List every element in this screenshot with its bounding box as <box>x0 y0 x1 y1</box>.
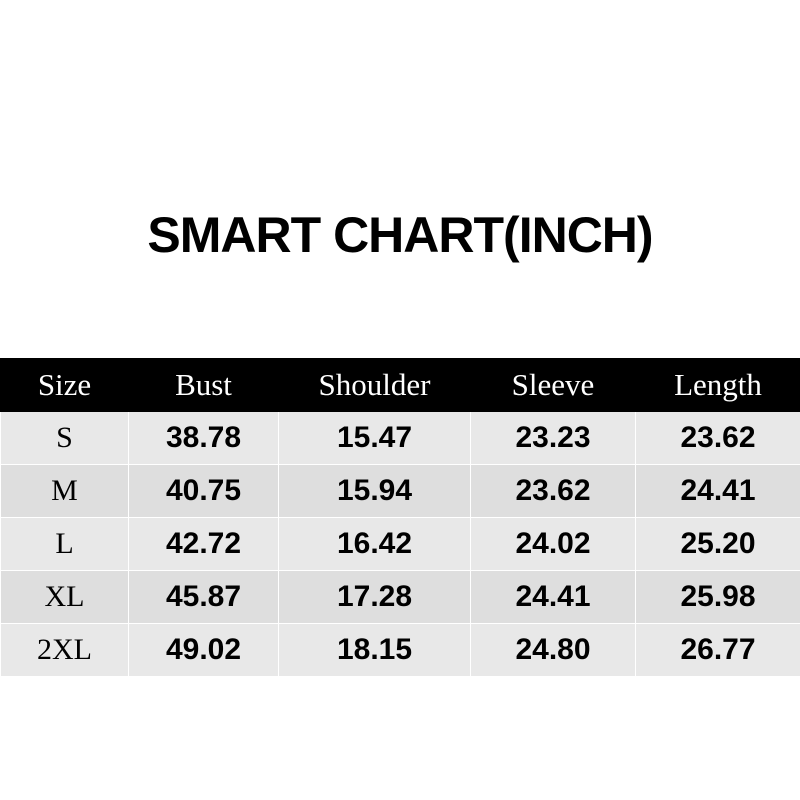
table-row <box>1 624 800 677</box>
cell-sleeve: 23.23 <box>471 412 636 465</box>
column-header-size: Size <box>1 359 129 412</box>
cell-bust: 45.87 <box>129 571 279 624</box>
size-chart-table-container <box>0 358 800 677</box>
cell-length: 25.98 <box>636 571 800 624</box>
cell-shoulder: 17.28 <box>279 571 471 624</box>
cell-length: 26.77 <box>636 624 800 677</box>
table-header <box>1 359 800 412</box>
cell-shoulder: 15.47 <box>279 412 471 465</box>
table-header-row <box>1 359 800 412</box>
table-row <box>1 412 800 465</box>
cell-sleeve: 24.80 <box>471 624 636 677</box>
table-row <box>1 571 800 624</box>
page-title: SMART CHART(INCH) <box>147 207 653 263</box>
cell-sleeve: 24.02 <box>471 518 636 571</box>
cell-shoulder: 18.15 <box>279 624 471 677</box>
size-chart-table <box>0 358 800 677</box>
cell-size: M <box>1 465 129 518</box>
column-header-bust: Bust <box>129 359 279 412</box>
cell-bust: 49.02 <box>129 624 279 677</box>
cell-bust: 38.78 <box>129 412 279 465</box>
table-row <box>1 518 800 571</box>
cell-length: 25.20 <box>636 518 800 571</box>
cell-bust: 40.75 <box>129 465 279 518</box>
cell-length: 23.62 <box>636 412 800 465</box>
cell-shoulder: 16.42 <box>279 518 471 571</box>
cell-size: 2XL <box>1 624 129 677</box>
column-header-sleeve: Sleeve <box>471 359 636 412</box>
table-row <box>1 465 800 518</box>
cell-length: 24.41 <box>636 465 800 518</box>
cell-sleeve: 23.62 <box>471 465 636 518</box>
cell-size: XL <box>1 571 129 624</box>
column-header-shoulder: Shoulder <box>279 359 471 412</box>
cell-sleeve: 24.41 <box>471 571 636 624</box>
cell-size: S <box>1 412 129 465</box>
cell-shoulder: 15.94 <box>279 465 471 518</box>
cell-bust: 42.72 <box>129 518 279 571</box>
column-header-length: Length <box>636 359 800 412</box>
cell-size: L <box>1 518 129 571</box>
table-body <box>1 412 800 677</box>
